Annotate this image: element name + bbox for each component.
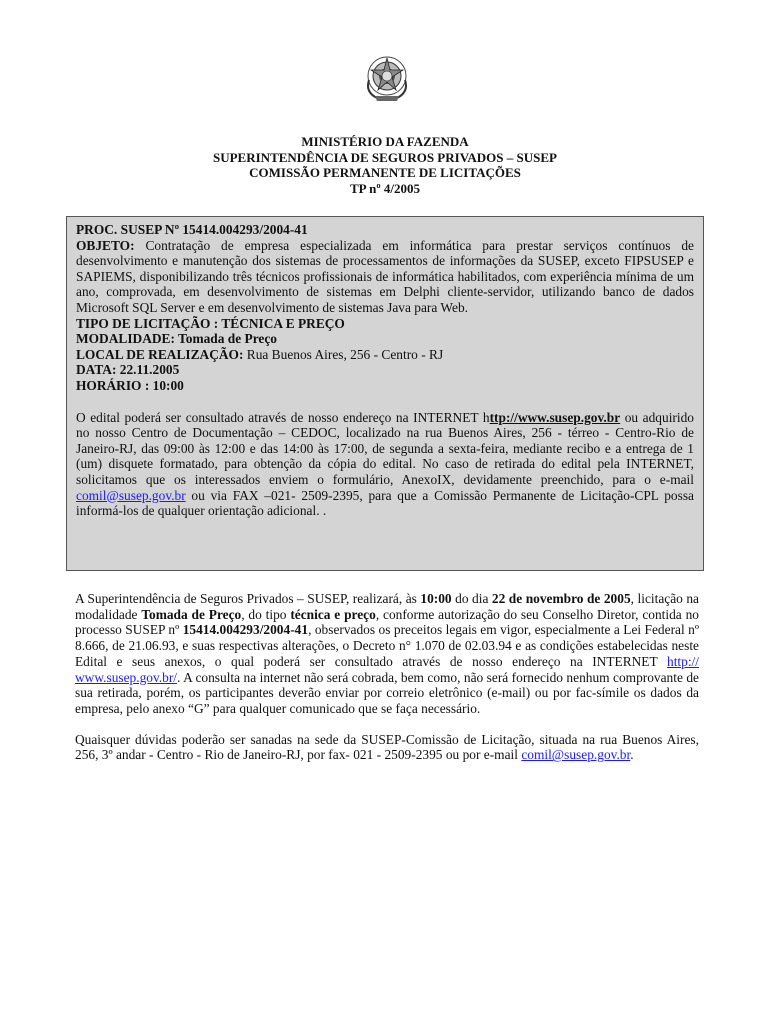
coat-of-arms-emblem-icon [363, 52, 411, 104]
comil-email-link[interactable]: comil@susep.gov.br [76, 487, 186, 503]
process-number: PROC. SUSEP Nº 15414.004293/2004-41 [76, 222, 308, 237]
edital-paragraph: O edital poderá ser consultado através de nosso endereço na INTERNET http://www.susep.gov.br ou adquirido no nosso Centro de Documentação – CEDOC, localizado na rua Buenos Aires, 256 - térreo - Centro-Rio de Janeiro-RJ, das 09:00 às 12:00 e das 14:00 às 17:00, de segunda a sexta-feira, mediante recibo e a entrega de 1 (um) disquete formatado, para obtenção da cópia do edital. No caso de retirada do edital pela INTERNET, solicitamos que os interessados enviem o formulário, AnexoIX, devidamente preenchido, para o e-mail comil@susep.gov.br ou via FAX –021- 2509-2395, para que a Comissão Permanente de Licitação-CPL possa informá-los de qualquer orientação adicional. . [76, 409, 694, 519]
object-paragraph [76, 238, 694, 316]
commission-title: COMISSÃO PERMANENTE DE LICITAÇÕES [249, 165, 521, 180]
announcement-paragraph: A Superintendência de Seguros Privados – SUSEP, realizará, às 10:00 do dia 22 de novembro de 2005, licitação na modalidade Tomada de Preço, do tipo técnica e preço, conforme autorização do seu Conselho Diretor, contida no processo SUSEP nº 15414.004293/2004-41, observados os preceitos legais em vigor, especialmente a Lei Federal nº 8.666, de 21.06.93, e suas respectivas alterações, o Decreto n° 1.070 de 02.03.94 e as condições estabelecidas neste Edital e seus anexos, o qual poderá ser consultado através de nosso endereço na INTERNET http:// www.susep.gov.br/. A consulta na internet não será cobrada, bem como, não será fornecido nenhum comprovante de sua retirada, porém, os participantes deverão enviar por correio eletrônico (e-mail) ou por fac-símile os dados da empresa, pelo anexo “G” para qualquer comunicado que se faça necessário. [75, 591, 699, 716]
tender-number: TP nº 4/2005 [349, 180, 421, 196]
bid-type: TIPO DE LICITAÇÃO : TÉCNICA E PREÇO [76, 315, 345, 331]
object-label: OBJETO: [76, 237, 135, 253]
ministry-title: MINISTÉRIO DA FAZENDA [301, 134, 469, 149]
object-text: Contratação de empresa especializada em informática para prestar serviços contínuos de desenvolvimento e manutenção dos sistemas de processamentos de informações da SUSEP, exceto FIPSUSEP e SAPIEMS, disponibilizando três técnicos profissionais de informática habilitados, com experiência mínima de um ano, comprovada, em desenvolvimento de sistemas em Delphi cliente-servidor, utilizando banco de dados Microsoft SQL Server e em desenvolvimento de sistemas Java para Web. [76, 237, 694, 315]
location-line [76, 347, 694, 363]
date-line: DATA: 22.11.2005 [76, 362, 180, 378]
susep-url-link[interactable]: http:// www.susep.gov.br/ [75, 653, 699, 685]
contact-email-link[interactable]: comil@susep.gov.br [521, 747, 631, 763]
contact-paragraph: Quaisquer dúvidas poderão ser sanadas na sede da SUSEP-Comissão de Licitação, situada na rua Buenos Aires, 256, 3º andar - Centro - Rio de Janeiro-RJ, por fax- 021 - 2509-2395 ou por e-mail comil@susep.gov.br. [75, 731, 699, 763]
location-text: Rua Buenos Aires, 256 - Centro - RJ [243, 346, 444, 362]
modality: MODALIDADE: Tomada de Preço [76, 331, 277, 347]
location-label: LOCAL DE REALIZAÇÃO: [76, 346, 244, 362]
summary-box [66, 216, 704, 571]
susep-website-link[interactable]: ttp://www.susep.gov.br [489, 409, 621, 425]
document-header [0, 134, 770, 196]
agency-title: SUPERINTENDÊNCIA DE SEGUROS PRIVADOS – SUSEP [213, 149, 557, 165]
time-line: HORÁRIO : 10:00 [76, 377, 184, 393]
body-text [75, 591, 699, 763]
